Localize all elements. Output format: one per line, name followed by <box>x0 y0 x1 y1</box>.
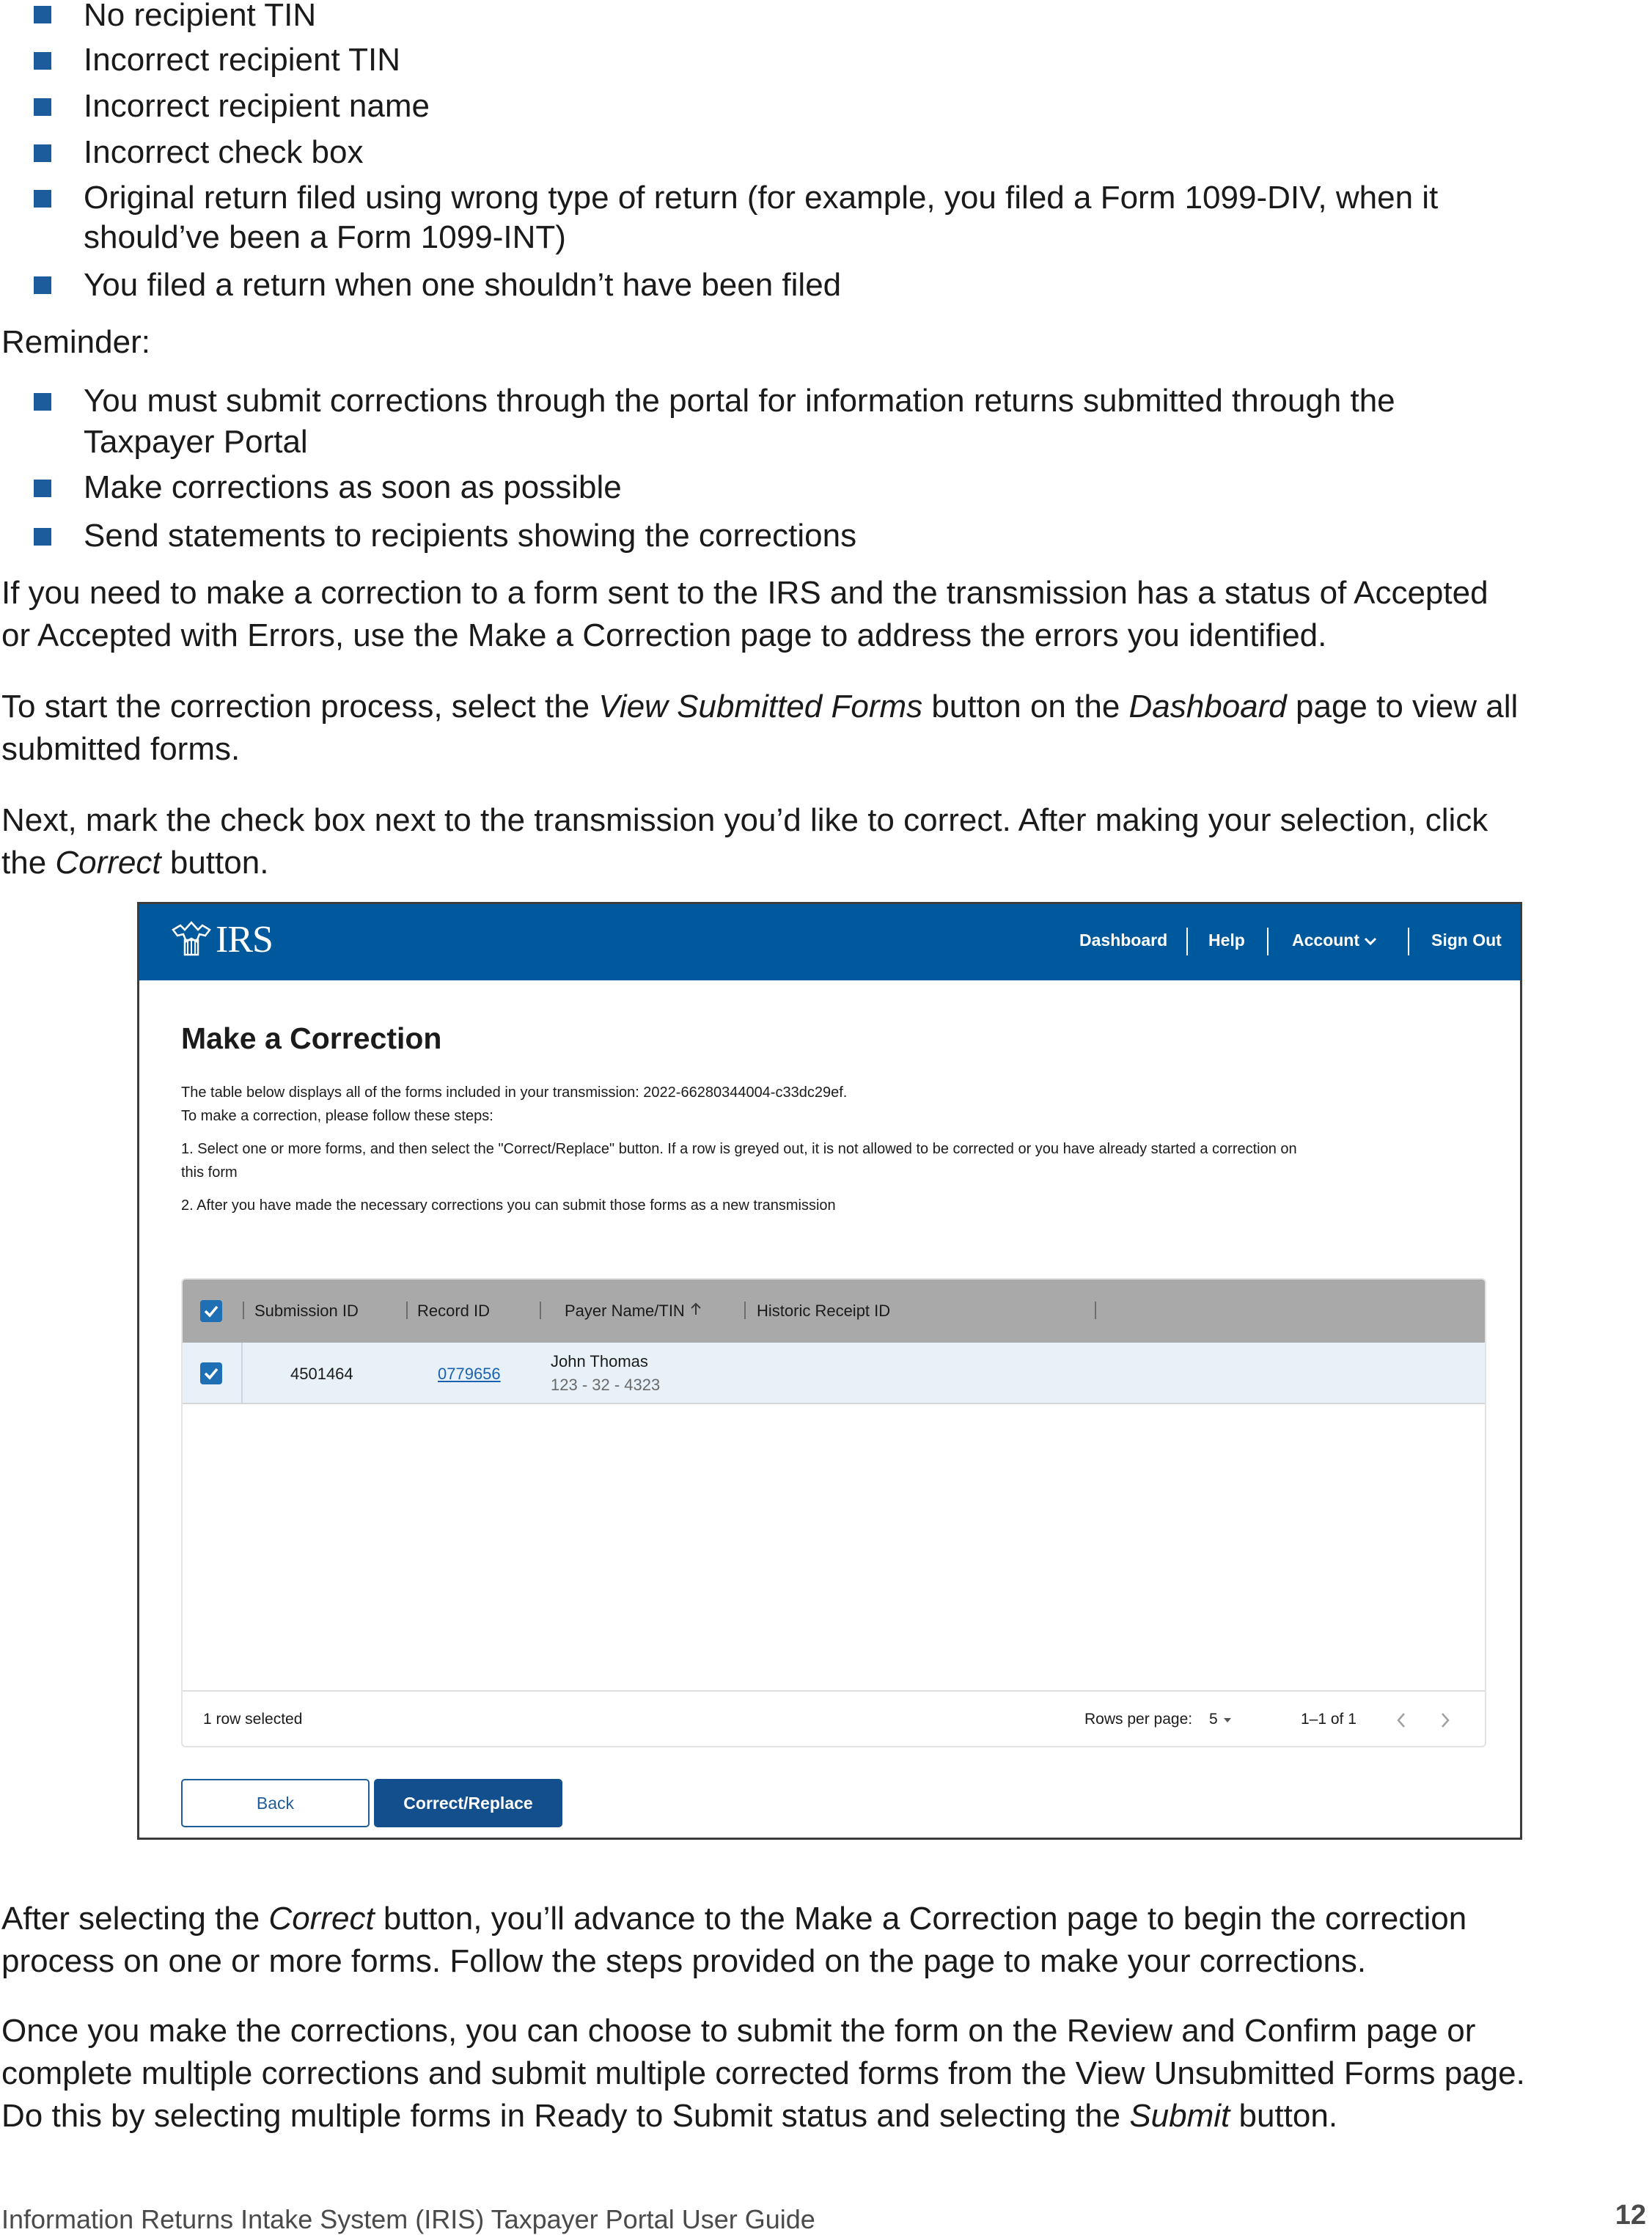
rows-per-page-label: Rows per page: <box>1084 1711 1193 1728</box>
column-payer-name-tin[interactable]: Payer Name/TIN <box>565 1302 702 1321</box>
bullet-square-icon <box>34 144 51 162</box>
paragraph-line: submitted forms. <box>1 731 241 767</box>
list-item-text: You must submit corrections through the portal for information returns submitted through the <box>84 383 1395 419</box>
next-page-icon[interactable] <box>1440 1712 1450 1728</box>
bullet-square-icon <box>34 528 51 546</box>
checkmark-icon <box>200 1300 222 1322</box>
nav-divider <box>1267 928 1269 955</box>
rows-selected-count: 1 row selected <box>203 1711 303 1728</box>
back-button[interactable]: Back <box>181 1779 370 1827</box>
list-item-text: Send statements to recipients showing the corrections <box>84 518 857 554</box>
correct-replace-button[interactable]: Correct/Replace <box>374 1779 562 1827</box>
correct-ref: Correct <box>268 1901 375 1937</box>
table-footer <box>183 1690 1485 1747</box>
nav-divider <box>1186 928 1188 955</box>
reminder-label: Reminder: <box>1 324 150 360</box>
list-item-text: Original return filed using wrong type of return (for example, you filed a Form 1099-DIV, when it <box>84 180 1439 216</box>
correct-ref: Correct <box>55 845 161 881</box>
instruction-line: this form <box>181 1164 238 1181</box>
pagination-range: 1–1 of 1 <box>1301 1711 1357 1728</box>
list-item-text-continued: should’ve been a Form 1099-INT) <box>84 219 566 255</box>
column-divider <box>243 1302 244 1319</box>
list-item-text: Incorrect recipient name <box>84 88 430 124</box>
paragraph-line: Do this by selecting multiple forms in Ready to Submit status and selecting the Submit button. <box>1 2098 1338 2134</box>
paragraph-start-correction <box>1 686 1518 771</box>
list-item-text: You filed a return when one shouldn’t have been filed <box>84 267 842 303</box>
column-submission-id[interactable]: Submission ID <box>254 1302 359 1320</box>
payer-name-cell: John Thomas <box>551 1352 648 1370</box>
instruction-line: 1. Select one or more forms, and then select the "Correct/Replace" button. If a row is greyed out, it is not allowed to be corrected or you have already started a correction on <box>181 1141 1297 1157</box>
bullet-square-icon <box>34 393 51 411</box>
column-divider <box>540 1302 541 1319</box>
paragraph-line: Next, mark the check box next to the transmission you’d like to correct. After making your selection, click <box>1 802 1488 838</box>
paragraph-line: Once you make the corrections, you can choose to submit the form on the Review and Confirm page or <box>1 2013 1476 2049</box>
bullet-square-icon <box>34 52 51 70</box>
paragraph-line: process on one or more forms. Follow the steps provided on the page to make your corrections. <box>1 1943 1367 1979</box>
page-title: Make a Correction <box>181 1021 442 1055</box>
bullet-square-icon <box>34 480 51 497</box>
list-item-text: Incorrect check box <box>84 134 364 170</box>
bullet-square-icon <box>34 190 51 208</box>
paragraph-line: or Accepted with Errors, use the Make a Correction page to address the errors you identified. <box>1 617 1327 653</box>
nav-help[interactable]: Help <box>1208 931 1245 950</box>
list-item-text: Incorrect recipient TIN <box>84 42 401 78</box>
paragraph-next-step <box>1 799 1488 884</box>
paragraph-after-selecting <box>1 1898 1466 1983</box>
page-number: 12 <box>1615 2200 1646 2231</box>
irs-logo-text: IRS <box>216 918 273 961</box>
forms-table <box>181 1278 1486 1747</box>
row-checkbox[interactable] <box>200 1362 222 1384</box>
list-item-text: Make corrections as soon as possible <box>84 469 622 505</box>
nav-sign-out[interactable]: Sign Out <box>1431 931 1502 950</box>
submission-id-cell: 4501464 <box>290 1365 353 1383</box>
make-correction-screenshot <box>137 902 1522 1840</box>
paragraph-line: the Correct button. <box>1 845 269 881</box>
column-record-id[interactable]: Record ID <box>417 1302 491 1320</box>
bullet-square-icon <box>34 98 51 116</box>
caret-down-icon <box>1222 1717 1233 1724</box>
row-divider <box>241 1343 243 1404</box>
paragraph-line: To start the correction process, select the View Submitted Forms button on the Dashboard page to view all <box>1 689 1519 724</box>
instruction-line: To make a correction, please follow these steps: <box>181 1108 493 1124</box>
sort-arrow-up-icon <box>689 1302 702 1316</box>
eagle-emblem-icon <box>170 920 213 959</box>
rows-per-page-select[interactable]: 5 <box>1209 1711 1233 1728</box>
top-navigation-bar <box>139 904 1520 980</box>
nav-divider <box>1408 928 1409 955</box>
nav-account[interactable]: Account <box>1292 931 1377 950</box>
column-divider <box>1095 1302 1096 1319</box>
checkmark-icon <box>200 1362 222 1384</box>
record-id-link[interactable]: 0779656 <box>438 1365 501 1383</box>
list-item-text-continued: Taxpayer Portal <box>84 424 308 460</box>
submit-ref: Submit <box>1129 2098 1230 2134</box>
paragraph-accepted <box>1 572 1488 657</box>
dashboard-ref: Dashboard <box>1128 689 1287 724</box>
nav-dashboard[interactable]: Dashboard <box>1079 931 1168 950</box>
column-historic-receipt-id[interactable]: Historic Receipt ID <box>757 1302 891 1320</box>
table-row[interactable] <box>183 1343 1485 1404</box>
table-header <box>183 1280 1485 1343</box>
paragraph-line: After selecting the Correct button, you’ll advance to the Make a Correction page to begin the correction <box>1 1901 1467 1937</box>
paragraph-once-corrected <box>1 2010 1525 2137</box>
column-divider <box>406 1302 408 1319</box>
paragraph-line: complete multiple corrections and submit multiple corrected forms from the View Unsubmitted Forms page. <box>1 2055 1525 2091</box>
payer-tin-cell: 123 - 32 - 4323 <box>551 1376 661 1394</box>
previous-page-icon[interactable] <box>1396 1712 1406 1728</box>
select-all-checkbox[interactable] <box>200 1300 222 1322</box>
irs-logo[interactable] <box>170 917 273 961</box>
chevron-down-icon <box>1364 937 1377 946</box>
paragraph-line: If you need to make a correction to a form sent to the IRS and the transmission has a status of Accepted <box>1 575 1488 611</box>
instruction-line: The table below displays all of the forms included in your transmission: 2022-66280344004-c33dc29ef. <box>181 1085 848 1101</box>
instruction-line: 2. After you have made the necessary corrections you can submit those forms as a new transmission <box>181 1197 836 1214</box>
list-item-text: No recipient TIN <box>84 0 317 33</box>
guide-title-footer: Information Returns Intake System (IRIS) Taxpayer Portal User Guide <box>1 2204 815 2234</box>
column-divider <box>744 1302 746 1319</box>
view-submitted-forms-ref: View Submitted Forms <box>598 689 923 724</box>
bullet-square-icon <box>34 6 51 23</box>
bullet-square-icon <box>34 276 51 294</box>
